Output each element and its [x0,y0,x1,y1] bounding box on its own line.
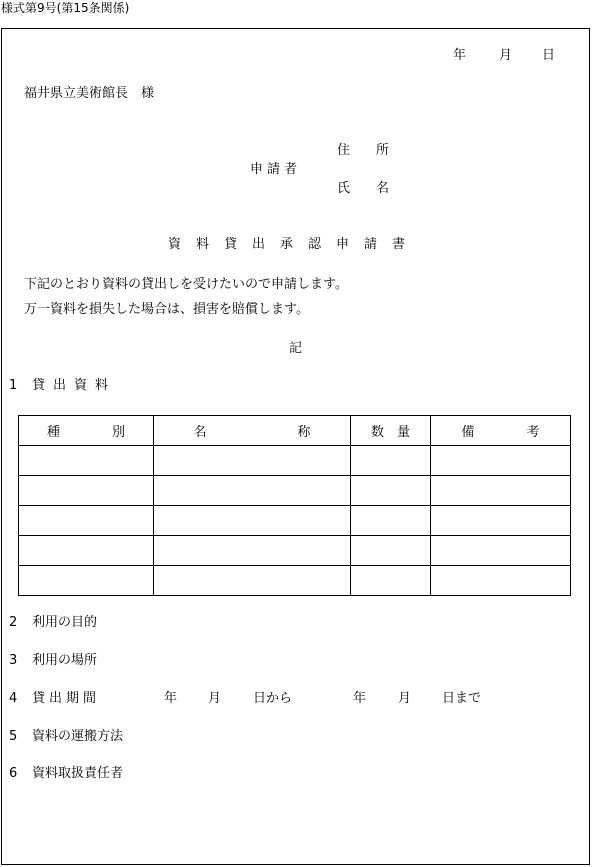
table-cell[interactable] [154,566,351,596]
table-cell[interactable] [351,446,431,476]
table-cell[interactable] [19,446,154,476]
table-cell[interactable] [431,566,571,596]
section2-number: 2 [9,615,18,630]
table-cell[interactable] [431,476,571,506]
table-cell[interactable] [19,506,154,536]
applicant-name-label: 氏 名 [337,181,390,196]
column-header-quantity: 数 量 [351,416,431,446]
section3-label: 利用の場所 [32,653,98,668]
table-row [19,536,571,566]
section2-label: 利用の目的 [32,615,98,630]
column-header-name: 名 称 [154,416,351,446]
section1-number: 1 [9,378,18,393]
table-cell[interactable] [154,476,351,506]
table-cell[interactable] [19,476,154,506]
date-month-label: 月 [499,48,513,63]
applicant-label: 申請者 [250,162,302,177]
section4-number: 4 [9,691,18,706]
section3-number: 3 [9,653,18,668]
body-line-2: 万一資料を損失した場合は、損害を賠償します。 [24,302,309,317]
table-row [19,506,571,536]
period-end-year: 年 [353,691,367,706]
table-cell[interactable] [19,566,154,596]
period-end-day: 日まで [442,691,482,706]
table-cell[interactable] [351,536,431,566]
body-line-1: 下記のとおり資料の貸出しを受けたいので申請します。 [24,277,348,292]
section6-label: 資料取扱責任者 [32,766,124,781]
table-header-row [19,416,571,446]
table-cell[interactable] [431,506,571,536]
period-start-month: 月 [208,691,222,706]
section5-number: 5 [9,729,18,744]
table-cell[interactable] [154,506,351,536]
period-start-day: 日から [253,691,293,706]
lending-items-table [18,415,571,596]
table-cell[interactable] [431,536,571,566]
form-number: 様式第9号(第15条関係) [1,1,130,15]
column-header-type: 種 別 [19,416,154,446]
period-end-month: 月 [398,691,412,706]
applicant-address-label: 住 所 [337,143,390,158]
table-row [19,566,571,596]
table-cell[interactable] [19,536,154,566]
date-year-label: 年 [453,48,467,63]
table-cell[interactable] [431,446,571,476]
section1-label: 貸出資料 [32,378,117,393]
table-row [19,446,571,476]
ki-heading: 記 [289,341,303,356]
section4-label: 貸出期間 [32,691,101,706]
section5-label: 資料の運搬方法 [32,729,124,744]
table-cell[interactable] [351,566,431,596]
table-row [19,476,571,506]
table-cell[interactable] [154,446,351,476]
date-day-label: 日 [542,48,556,63]
section6-number: 6 [9,766,18,781]
period-start-year: 年 [164,691,178,706]
form-title: 資料貸出承認申請書 [168,237,421,252]
table-cell[interactable] [154,536,351,566]
column-header-remarks: 備 考 [431,416,571,446]
addressee: 福井県立美術館長 様 [24,86,155,101]
table-cell[interactable] [351,476,431,506]
table-cell[interactable] [351,506,431,536]
